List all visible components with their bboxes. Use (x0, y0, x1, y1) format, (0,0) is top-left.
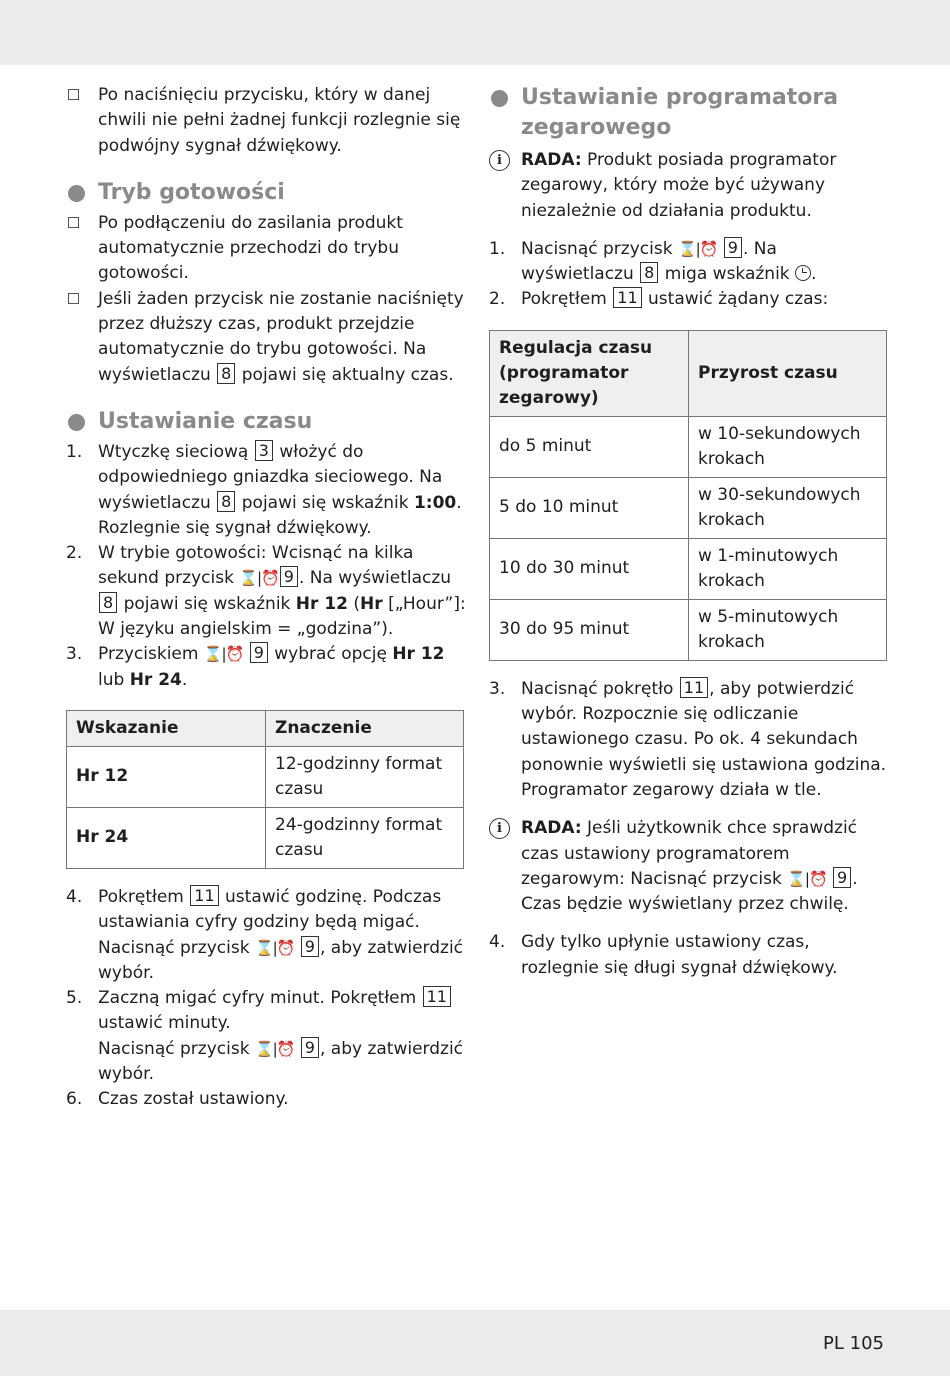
timer-step-3: 3. Nacisnąć pokrętło 11 , aby potwierdzić wybór. Rozpocznie się odliczanie ustawionego czasu. Po ok. 4 sekundach ponownie wyświetli się ustawiona godzina. Programator zegarowy działa w tle. (489, 677, 887, 800)
ref-display: 8 (640, 262, 658, 283)
standby-bullet-2: Jeśli żaden przycisk nie zostanie naciśnięty przez dłuższy czas, produkt przejdzie automatycznie do trybu gotowości. Na wyświetlaczu 8 pojawi się aktualny czas. (66, 287, 466, 388)
table-header-row (67, 710, 464, 746)
checkbox-bullet-icon (68, 217, 79, 228)
step-3: 3. Przyciskiem ⌛|⏰ 9 wybrać opcję Hr 12 lub Hr 24. (66, 643, 445, 690)
step-5: 5. Zaczną migać cyfry minut. Pokrętłem 11 ustawić minuty. Nacisnąć przycisk ⌛|⏰ 9 , aby zatwierdzić wybór. (66, 987, 464, 1085)
bullet-dot-icon (68, 414, 85, 431)
bullet-dot-icon (68, 185, 85, 202)
table-cell: w 10-sekundowych krokach (689, 416, 887, 477)
step-4: 4. Pokrętłem 11 ustawić godzinę. Podczas ustawiania cyfry godziny będą migać. Nacisnąć przycisk ⌛|⏰ 9 , aby zatwierdzić wybór. (66, 885, 464, 983)
step-1: 1. Wtyczkę sieciową 3 włożyć do odpowiedniego gniazdka sieciowego. Na wyświetlaczu 8 pojawi się wskaźnik 1:00. Rozlegnie się sygnał dźwiękowy. (66, 440, 462, 538)
left-column (66, 83, 466, 1113)
ref-button: 9 (724, 237, 742, 258)
info-icon: i (489, 150, 510, 171)
timer-step-2: 2. Pokrętłem 11 ustawić żądany czas: (489, 288, 829, 310)
ref-plug: 3 (255, 440, 273, 461)
info-icon: i (489, 818, 510, 839)
intro-bullet: Po naciśnięciu przycisku, który w danej chwili nie pełni żadnej funkcji rozlegnie się podwójny sygnał dźwiękowy. (66, 83, 466, 159)
table-cell: Hr 12 (67, 746, 266, 807)
ref-knob: 11 (423, 986, 451, 1007)
hourglass-alarm-icon: ⌛|⏰ (203, 645, 244, 664)
table-header-cell: Wskazanie (67, 710, 266, 746)
section-title-set-time: Ustawianie czasu (66, 407, 466, 437)
format-table (66, 710, 464, 869)
table-header-cell: Regulacja czasu (programator zegarowy) (490, 330, 689, 416)
table-cell: w 30-sekundowych krokach (689, 477, 887, 538)
section-title-standby: Tryb gotowości (66, 178, 466, 208)
table-cell: 30 do 95 minut (490, 599, 689, 660)
ref-knob: 11 (613, 287, 641, 308)
ref-display: 8 (217, 363, 235, 384)
right-column (489, 83, 889, 981)
table-row (490, 599, 887, 660)
table-cell: w 5-minutowych krokach (689, 599, 887, 660)
table-row (67, 746, 464, 807)
table-header-cell: Przyrost czasu (689, 330, 887, 416)
standby-bullet-1: Po podłączeniu do zasilania produkt automatycznie przechodzi do trybu gotowości. (66, 211, 466, 287)
timer-table (489, 330, 887, 661)
table-cell: 5 do 10 minut (490, 477, 689, 538)
table-row (490, 538, 887, 599)
ref-knob: 11 (680, 677, 708, 698)
hourglass-alarm-icon: ⌛|⏰ (239, 569, 279, 588)
table-row (67, 807, 464, 868)
table-row (490, 477, 887, 538)
ref-display: 8 (217, 491, 235, 512)
table-cell: 12-godzinny format czasu (266, 746, 464, 807)
table-row (490, 416, 887, 477)
page-number: PL 105 (823, 1333, 884, 1354)
footer-band (0, 1310, 950, 1376)
checkbox-bullet-icon (68, 89, 79, 100)
ref-button: 9 (250, 642, 268, 663)
table-cell: 10 do 30 minut (490, 538, 689, 599)
checkbox-bullet-icon (68, 293, 79, 304)
ref-button: 9 (301, 936, 319, 957)
ref-button: 9 (833, 867, 851, 888)
section-title-timer: Ustawianie programatora zegarowego (489, 83, 889, 143)
clock-icon (795, 265, 811, 281)
table-cell: Hr 24 (67, 807, 266, 868)
table-cell: do 5 minut (490, 416, 689, 477)
ref-knob: 11 (190, 885, 218, 906)
table-cell: w 1-minutowych krokach (689, 538, 887, 599)
hourglass-alarm-icon: ⌛|⏰ (787, 869, 827, 888)
table-header-cell: Znaczenie (266, 710, 464, 746)
timer-step-1: 1. Nacisnąć przycisk ⌛|⏰ 9 . Na wyświetlaczu 8 miga wskaźnik . (489, 237, 817, 285)
timer-step-4: 4. Gdy tylko upłynie ustawiony czas, rozlegnie się długi sygnał dźwiękowy. (489, 932, 838, 978)
table-header-row (490, 330, 887, 416)
tip-1: i RADA: Produkt posiada programator zegarowy, który może być używany niezależnie od działania produktu. (489, 148, 889, 224)
bullet-dot-icon (491, 90, 508, 107)
tip-2: i RADA: Jeśli użytkownik chce sprawdzić czas ustawiony programatorem zegarowym: Nacisnąć przycisk ⌛|⏰ 9 . Czas będzie wyświetlany przez chwilę. (489, 816, 889, 917)
hourglass-alarm-icon: ⌛|⏰ (677, 239, 718, 258)
header-band (0, 0, 950, 65)
hourglass-alarm-icon: ⌛|⏰ (254, 938, 295, 957)
ref-button: 9 (301, 1037, 319, 1058)
table-cell: 24-godzinny format czasu (266, 807, 464, 868)
step-6: 6. Czas został ustawiony. (66, 1089, 289, 1110)
ref-button: 9 (280, 566, 298, 587)
ref-display: 8 (99, 592, 117, 613)
step-2: 2. W trybie gotowości: Wcisnąć na kilka sekund przycisk ⌛|⏰ 9 . Na wyświetlaczu 8 pojawi się wskaźnik Hr 12 (Hr [„Hour”]: W języku angielskim = „godzina”). (66, 543, 466, 640)
hourglass-alarm-icon: ⌛|⏰ (254, 1039, 295, 1058)
